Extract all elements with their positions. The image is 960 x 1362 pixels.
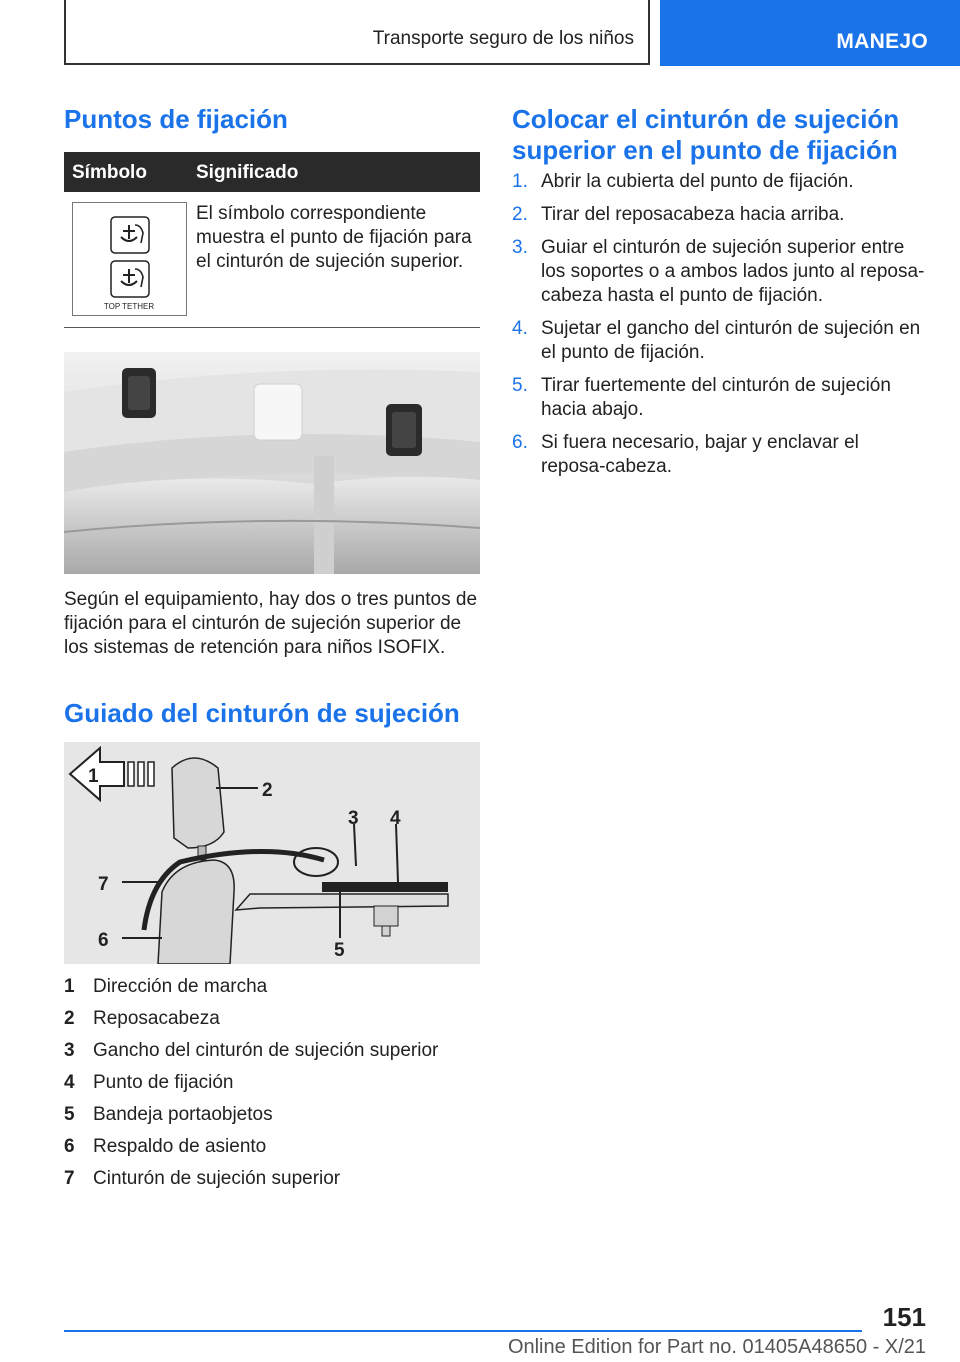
top-tether-icon-label: TOP TETHER [103,302,155,311]
step-text: Guiar el cinturón de sujeción superior entre los soportes o a ambos lados junto al reposa‐cabeza hasta el punto de fijación. [541,237,925,306]
diagram-label-5: 5 [334,940,345,961]
legend-item [64,1072,480,1104]
header-chapter-label: MANEJO [836,30,928,53]
legend-text: Reposacabeza [93,1008,220,1029]
footer-edition: Online Edition for Part no. 01405A48650 - X/21 [507,1336,926,1358]
legend-number: 5 [64,1104,75,1125]
diagram-label-7: 7 [98,874,109,895]
step-number: 1. [512,171,528,192]
tether-routing-diagram [64,742,480,964]
step-number: 5. [512,375,528,396]
page-number: 151 [882,1302,926,1332]
step-text: Tirar del reposacabeza hacia arriba. [541,204,845,225]
symbol-meaning-text: El símbolo correspondiente muestra el punto de fijación para el cinturón de sujeción superior. [196,203,472,272]
legend-item [64,976,480,1008]
step-item [512,317,928,365]
legend-item [64,1168,480,1200]
step-text: Tirar fuertemente del cinturón de sujeción hacia abajo. [541,375,891,420]
diagram-label-4: 4 [390,808,401,829]
anchor-points-paragraph: Según el equipamiento, hay dos o tres puntos de fijación para el cinturón de sujeción superior de los sistemas de retención para niños ISOFIX. [64,589,478,658]
diagram-legend [64,976,480,1200]
legend-number: 7 [64,1168,75,1189]
legend-text: Bandeja portaobjetos [93,1104,273,1125]
step-number: 3. [512,237,528,258]
legend-text: Gancho del cinturón de sujeción superior [93,1040,439,1061]
col-header-meaning: Significado [196,162,299,183]
attach-tether-steps [512,170,928,488]
legend-text: Punto de fijación [93,1072,234,1093]
step-item [512,170,928,194]
legend-number: 3 [64,1040,75,1061]
step-item [512,203,928,227]
legend-text: Respaldo de asiento [93,1136,267,1157]
legend-item [64,1040,480,1072]
legend-text: Cinturón de sujeción superior [93,1168,341,1189]
step-text: Abrir la cubierta del punto de fijación. [541,171,854,192]
diagram-label-6: 6 [98,930,109,951]
step-number: 6. [512,432,528,453]
diagram-label-3: 3 [348,808,359,829]
rear-shelf-anchor-photo [64,352,480,574]
step-text: Si fuera necesario, bajar y enclavar el reposa‐cabeza. [541,432,859,477]
heading-attach-tether: Colocar el cinturón de sujeción superior en el punto de fijación [512,104,900,165]
legend-number: 6 [64,1136,75,1157]
legend-number: 4 [64,1072,75,1093]
symbol-table-row [64,192,480,328]
legend-text: Dirección de marcha [93,976,268,997]
top-tether-icon [73,203,186,315]
step-text: Sujetar el gancho del cinturón de sujeción en el punto de fijación. [541,318,921,363]
symbol-table [64,152,480,328]
legend-item [64,1008,480,1040]
legend-item [64,1104,480,1136]
step-number: 4. [512,318,528,339]
legend-item [64,1136,480,1168]
header-section-title: Transporte seguro de los niños [372,28,634,49]
header-chapter-tab [660,0,960,66]
heading-tether-routing: Guiado del cinturón de sujeción [64,698,460,728]
header-frame [64,0,650,65]
step-number: 2. [512,204,528,225]
legend-number: 2 [64,1008,75,1029]
heading-anchor-points: Puntos de fijación [64,104,288,134]
legend-number: 1 [64,976,75,997]
top-tether-symbol-box [72,202,187,316]
symbol-table-header [64,152,480,192]
col-header-symbol: Símbolo [72,162,147,183]
diagram-label-1: 1 [88,766,99,787]
step-item [512,374,928,422]
step-item [512,431,928,479]
footer-divider [64,1330,862,1332]
diagram-label-2: 2 [262,780,273,801]
step-item [512,236,928,308]
